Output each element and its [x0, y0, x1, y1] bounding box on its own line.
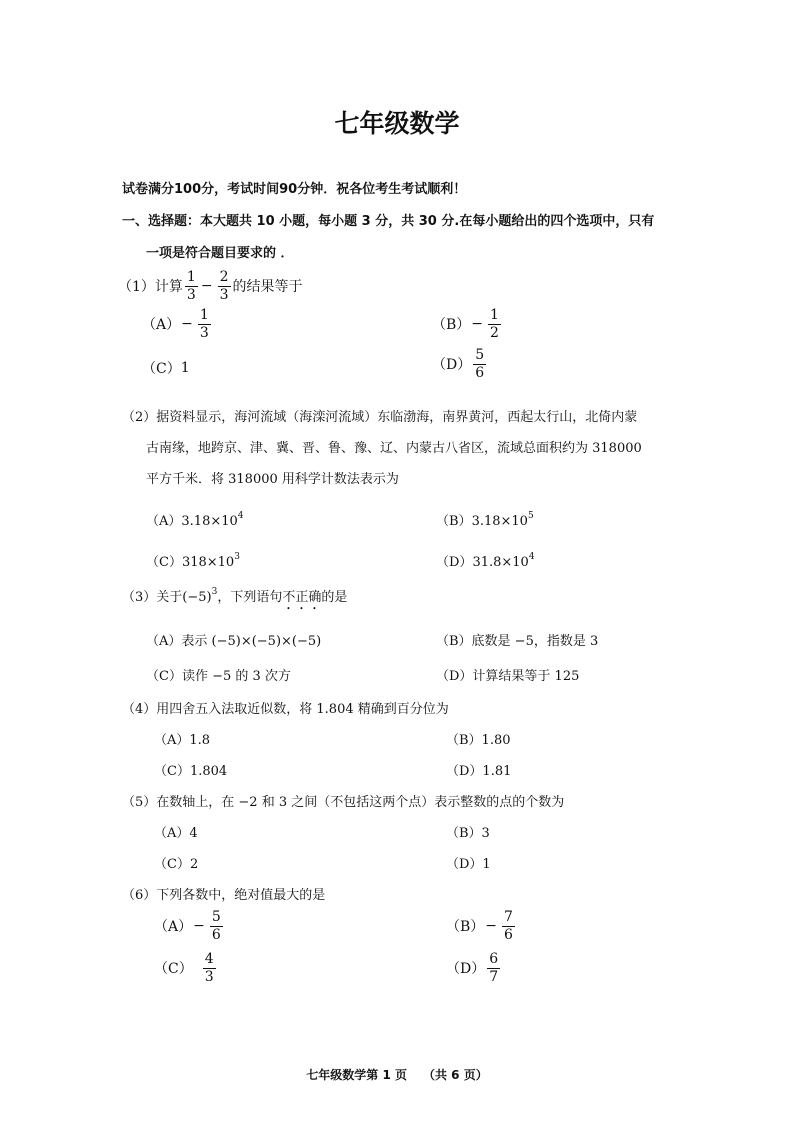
- q5-option-d[interactable]: （D）1: [446, 857, 491, 872]
- option-fraction: [473, 348, 486, 380]
- option-numerator: 7: [504, 909, 513, 925]
- option-fraction: [488, 308, 501, 340]
- option-fraction: [502, 910, 515, 942]
- q4-option-d[interactable]: （D）1.81: [446, 764, 512, 779]
- q3-stem: [122, 586, 347, 613]
- q1-a-numerator: 1: [186, 269, 196, 285]
- q3-option-a[interactable]: （A）表示 (−5)×(−5)×(−5): [146, 634, 322, 649]
- option-exponent: 3: [234, 551, 240, 562]
- q1-option-a[interactable]: [142, 308, 213, 340]
- option-exponent: 4: [528, 551, 535, 562]
- q1-b-denominator: 3: [219, 286, 229, 303]
- option-label: （A）: [146, 514, 182, 529]
- q5-option-a[interactable]: （A）4: [154, 826, 198, 841]
- option-base: 3.18×10: [181, 514, 238, 529]
- q4-option-c[interactable]: （C）1.804: [154, 764, 228, 779]
- q2-option-a[interactable]: [146, 510, 244, 529]
- option-numerator: 6: [489, 951, 499, 967]
- q4-option-a[interactable]: （A）1.8: [154, 733, 211, 748]
- option-label: （A）: [154, 919, 193, 936]
- option-denominator: 7: [489, 968, 499, 985]
- option-label: （B）: [436, 514, 472, 529]
- footer-total-pages: （共 6 页）: [423, 1068, 488, 1082]
- option-label: （C）: [154, 961, 193, 978]
- q1-label: （1）计算: [118, 279, 183, 296]
- option-label: （C）: [146, 555, 182, 570]
- option-denominator: 3: [199, 324, 209, 341]
- q3-base: (−5): [182, 590, 212, 605]
- q3-option-d[interactable]: （D）计算结果等于 125: [436, 669, 580, 684]
- option-numerator: 5: [211, 909, 221, 925]
- option-sign: −: [181, 316, 193, 333]
- q5-stem: （5）在数轴上，在 −2 和 3 之间（不包括这两个点）表示整数的点的个数为: [122, 795, 565, 810]
- exam-notice: 试卷满分100分，考试时间90分钟．祝各位考生考试顺利！: [122, 182, 467, 197]
- q2-stem-line1: （2）据资料显示，海河流域（海滦河流域）东临渤海，南界黄河，西起太行山，北倚内蒙: [122, 410, 638, 425]
- option-label: （B）: [446, 919, 485, 936]
- q3-suffix: ，下列语句: [217, 590, 283, 605]
- option-fraction: [487, 952, 500, 984]
- q1-fraction-b: [218, 270, 231, 302]
- option-sign: −: [193, 918, 205, 935]
- q3-option-b[interactable]: （B）底数是 −5，指数是 3: [436, 634, 599, 649]
- option-label: （C）: [142, 361, 181, 377]
- option-fraction: [198, 308, 211, 340]
- q3-exponent: 3: [211, 586, 218, 597]
- q2-option-b[interactable]: [436, 510, 534, 529]
- option-label: （A）: [142, 317, 181, 334]
- option-denominator: 6: [504, 926, 513, 943]
- q6-option-a[interactable]: [154, 910, 225, 942]
- option-denominator: 6: [475, 364, 485, 381]
- option-label: （D）: [432, 357, 472, 374]
- q1-stem: [118, 270, 303, 302]
- option-base: 318×10: [181, 555, 235, 570]
- q5-option-c[interactable]: （C）2: [154, 857, 199, 872]
- q1-option-b[interactable]: [432, 308, 503, 340]
- option-sign: −: [471, 316, 484, 333]
- option-denominator: 3: [204, 968, 214, 985]
- option-numerator: 4: [204, 951, 214, 967]
- option-label: （D）: [436, 555, 473, 570]
- option-numerator: 1: [490, 307, 499, 323]
- option-denominator: 6: [211, 926, 221, 943]
- q1-b-numerator: 2: [219, 269, 229, 285]
- option-numerator: 5: [475, 347, 485, 363]
- option-fraction: [210, 910, 223, 942]
- option-exponent: 5: [527, 510, 534, 521]
- q1-a-denominator: 3: [186, 286, 196, 303]
- q2-stem-line2: 古南缘，地跨京、津、冀、晋、鲁、豫、辽、内蒙古八省区，流域总面积约为 318000: [146, 441, 642, 456]
- q1-fraction-a: [185, 270, 198, 302]
- section1-heading-line2: 一项是符合题目要求的 ．: [146, 246, 294, 261]
- q5-option-b[interactable]: （B）3: [446, 826, 490, 841]
- q3-emphasis: 不正确: [282, 590, 322, 605]
- q2-option-d[interactable]: [436, 551, 535, 570]
- q6-stem: （6）下列各数中，绝对值最大的是: [122, 888, 326, 903]
- q3-option-c[interactable]: （C）读作 −5 的 3 次方: [146, 669, 291, 684]
- q2-stem-line3: 平方千米．将 318000 用科学计数法表示为: [146, 472, 399, 487]
- q1-operator: −: [200, 278, 213, 295]
- q3-suffix2: 的是: [321, 590, 348, 605]
- option-base: 3.18×10: [471, 514, 528, 529]
- footer-page-number: 七年级数学第 1 页: [306, 1068, 407, 1082]
- option-numerator: 1: [199, 307, 209, 323]
- q2-option-c[interactable]: [146, 551, 240, 570]
- q4-stem: （4）用四舍五入法取近似数，将 1.804 精确到百分位为: [122, 702, 449, 717]
- q1-option-d[interactable]: [432, 348, 488, 380]
- q1-suffix: 的结果等于: [232, 279, 303, 296]
- q6-option-c[interactable]: [154, 952, 218, 984]
- q3-label: （3）关于: [122, 590, 183, 605]
- option-label: （B）: [432, 317, 471, 334]
- option-base: 31.8×10: [472, 555, 529, 570]
- option-sign: −: [485, 918, 498, 935]
- option-label: （D）: [446, 961, 486, 978]
- section1-heading-line1: 一、选择题：本大题共 10 小题，每小题 3 分，共 30 分.在每小题给出的四个选项中，只有: [122, 214, 655, 229]
- option-fraction: [203, 952, 216, 984]
- q4-option-b[interactable]: （B）1.80: [446, 733, 511, 748]
- option-text: 1: [180, 360, 190, 376]
- q6-option-b[interactable]: [446, 910, 517, 942]
- page-footer: [0, 1066, 794, 1083]
- q6-option-d[interactable]: [446, 952, 502, 984]
- page-title: 七年级数学: [334, 109, 460, 138]
- option-denominator: 2: [490, 324, 499, 341]
- q1-option-c[interactable]: [142, 358, 190, 378]
- option-exponent: 4: [237, 510, 244, 521]
